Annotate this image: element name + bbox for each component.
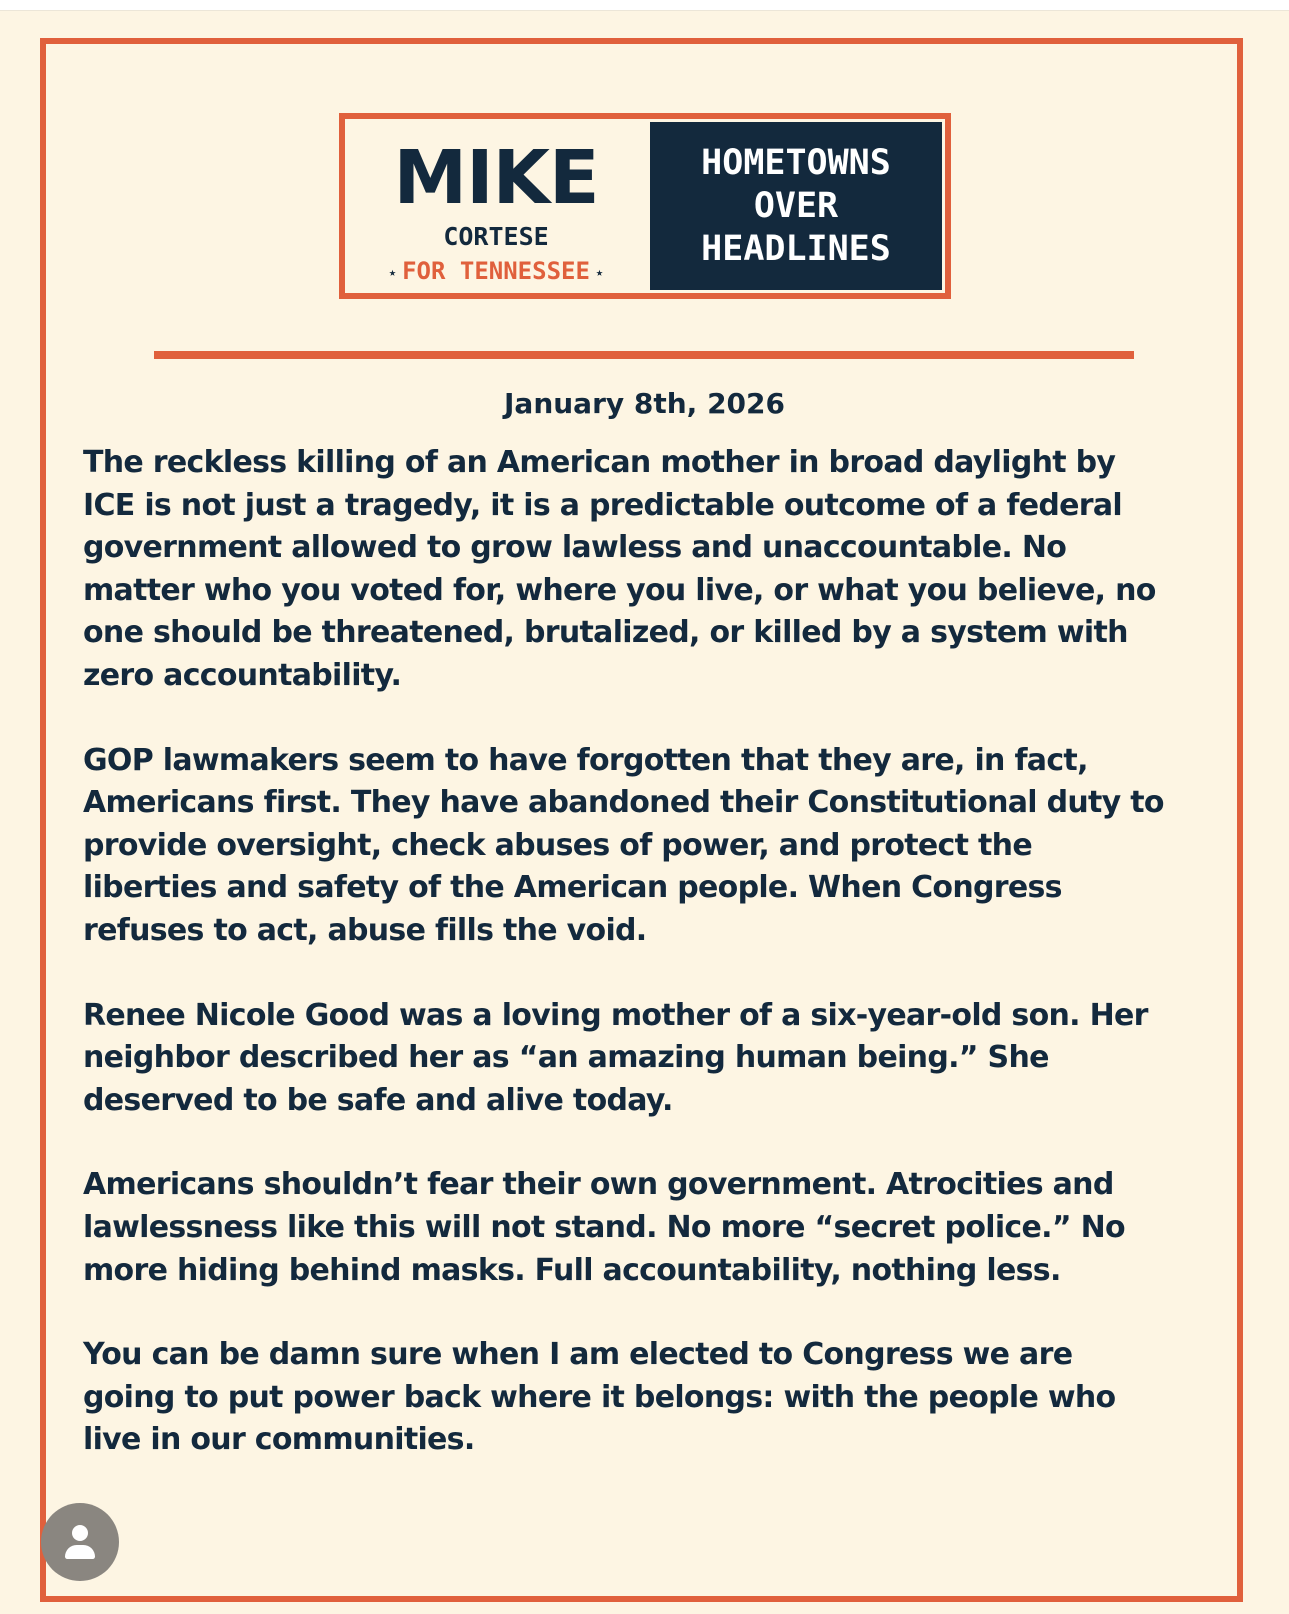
avatar-head — [72, 1525, 88, 1541]
logo-slogan-block — [650, 122, 942, 290]
star-icon: ★ — [595, 265, 604, 279]
statement-body — [83, 442, 1213, 1504]
statement-date: January 8th, 2026 — [504, 387, 785, 420]
statement-paragraph: GOP lawmakers seem to have forgotten that they are, in fact, Americans first. They have abandoned their Constitutional duty to provide oversight, check abuses of power, and protect the liberties and safety of the American people. When Congress refuses to act, abuse fills the void. — [83, 742, 1164, 948]
logo-state-line — [345, 257, 647, 286]
divider — [154, 351, 1134, 359]
slogan-line: HEADLINES — [701, 228, 891, 269]
statement-paragraph: The reckless killing of an American mother in broad daylight by ICE is not just a tragedy, it is a predictable outcome of a federal government allowed to grow lawless and unaccountable. No matter who you voted for, where you live, or what you believe, no one should be threatened, brutalized, or killed by a system with zero accountability. — [83, 445, 1156, 693]
slogan-line: OVER — [753, 185, 839, 226]
logo-name-block — [345, 119, 647, 293]
avatar-body — [65, 1545, 95, 1559]
slogan-line: HOMETOWNS — [701, 142, 891, 183]
user-icon[interactable] — [41, 1503, 119, 1581]
statement-paragraph: Americans shouldn’t fear their own government. Atrocities and lawlessness like this will not stand. No more “secret police.” No more hiding behind masks. Full accountability, nothing less. — [83, 1167, 1125, 1288]
statement-paragraph: Renee Nicole Good was a loving mother of a six-year-old son. Her neighbor described her as “an amazing human being.” She deserved to be safe and alive today. — [83, 997, 1148, 1118]
campaign-logo — [339, 113, 951, 299]
logo-last-name: CORTESE — [443, 222, 549, 251]
statement-paragraph: You can be damn sure when I am elected to Congress we are going to put power back where it belongs: with the people who live in our communities. — [83, 1337, 1116, 1458]
logo-state-text: FOR TENNESSEE — [402, 257, 590, 285]
statement-page — [0, 10, 1289, 1614]
star-icon: ★ — [388, 265, 397, 279]
logo-first-name: MIKE — [393, 135, 599, 221]
